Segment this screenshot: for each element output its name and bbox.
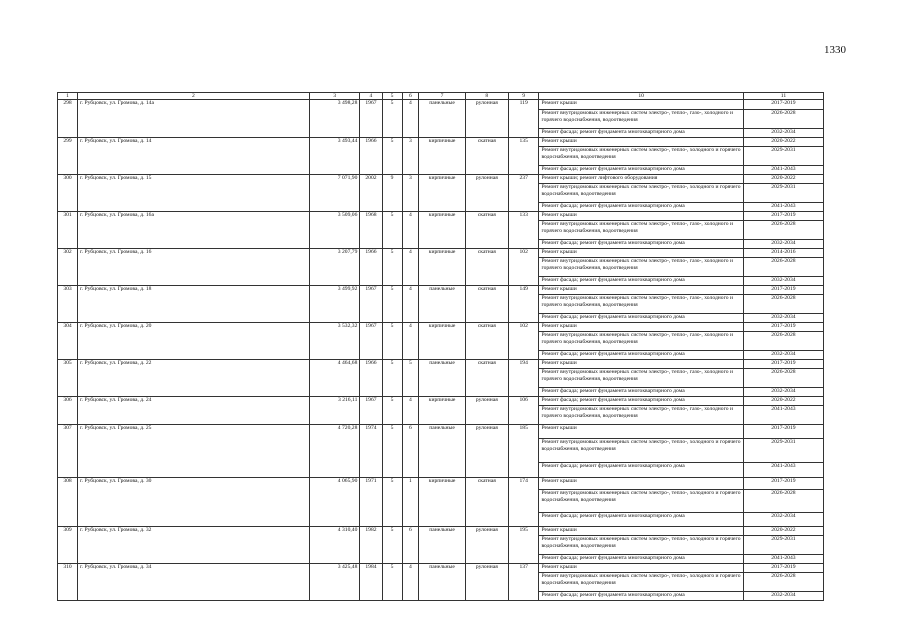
roof-type: рулонная: [465, 100, 508, 138]
building-area: 4 310,40: [309, 527, 360, 564]
column-number: 6: [402, 93, 419, 100]
work-description: Ремонт крыши: [539, 527, 743, 536]
work-description: Ремонт фасада; ремонт фундамента многоквартирного дома: [539, 129, 743, 138]
record-number: 301: [58, 212, 78, 249]
residents-count: 135: [508, 138, 539, 175]
work-description: Ремонт внутридомовых инженерных систем электро-, тепло-, холодного и горячего водоснабжения, водоотведения: [539, 184, 743, 203]
column-number: 5: [382, 93, 402, 100]
work-description: Ремонт фасада; ремонт фундамента многоквартирного дома: [539, 513, 743, 527]
year-built: 1967: [360, 323, 382, 360]
year-built: 1974: [360, 425, 382, 478]
year-built: 1967: [360, 100, 382, 138]
residents-count: 194: [508, 360, 539, 397]
floors-count: 5: [382, 425, 402, 478]
work-description: Ремонт внутридомовых инженерных систем электро-, тепло-, холодного и горячего водоснабжения, водоотведения: [539, 536, 743, 555]
work-period: 2017-2019: [743, 425, 823, 439]
building-address: г. Рубцовск, ул. Громова, д. 15: [78, 175, 310, 212]
work-description: Ремонт фасада; ремонт фундамента многоквартирного дома: [539, 388, 743, 397]
entrances-count: 3: [402, 138, 419, 175]
table-row: [58, 138, 824, 147]
table-row: [58, 397, 824, 406]
building-address: г. Рубцовск, ул. Громова, д. 32: [78, 527, 310, 564]
building-address: г. Рубцовск, ул. Громова, д. 24: [78, 397, 310, 425]
work-period: 2020-2022: [743, 527, 823, 536]
work-description: Ремонт крыши: [539, 478, 743, 490]
work-period: 2029-2031: [743, 439, 823, 463]
building-area: 7 071,90: [309, 175, 360, 212]
wall-material: панельные: [419, 564, 465, 601]
wall-material: кирпичные: [419, 175, 465, 212]
work-period: 2041-2043: [743, 463, 823, 478]
work-description: Ремонт внутридомовых инженерных систем электро-, тепло-, газо-, холодного и горячего водоснабжения, водоотведения: [539, 406, 743, 425]
work-period: 2026-2028: [743, 221, 823, 240]
building-address: г. Рубцовск, ул. Громова, д. 22: [78, 360, 310, 397]
work-description: Ремонт внутридомовых инженерных систем электро-, тепло-, газо-, холодного и горячего водоснабжения, водоотведения: [539, 221, 743, 240]
wall-material: кирпичные: [419, 478, 465, 527]
work-period: 2032-2034: [743, 351, 823, 360]
work-period: 2032-2034: [743, 388, 823, 397]
work-period: 2026-2028: [743, 295, 823, 314]
building-area: 3 207,79: [309, 249, 360, 286]
work-period: 2026-2028: [743, 369, 823, 388]
roof-type: рулонная: [465, 175, 508, 212]
roof-type: скатная: [465, 478, 508, 527]
residents-count: 102: [508, 323, 539, 360]
work-period: 2017-2019: [743, 286, 823, 295]
column-number: 10: [539, 93, 743, 100]
year-built: 2002: [360, 175, 382, 212]
work-period: 2026-2028: [743, 490, 823, 513]
work-period: 2032-2034: [743, 129, 823, 138]
work-description: Ремонт крыши: [539, 100, 743, 110]
work-period: 2017-2019: [743, 478, 823, 490]
building-address: г. Рубцовск, ул. Громова, д. 16а: [78, 212, 310, 249]
building-area: 3 216,11: [309, 397, 360, 425]
floors-count: 9: [382, 175, 402, 212]
work-description: Ремонт внутридомовых инженерных систем электро-, тепло-, холодного и горячего водоснабжения, водоотведения: [539, 147, 743, 166]
work-description: Ремонт фасада; ремонт фундамента многоквартирного дома: [539, 555, 743, 564]
floors-count: 5: [382, 397, 402, 425]
roof-type: скатная: [465, 249, 508, 286]
building-area: 3 509,06: [309, 212, 360, 249]
floors-count: 5: [382, 323, 402, 360]
work-description: Ремонт фасада; ремонт фундамента многоквартирного дома: [539, 203, 743, 212]
floors-count: 5: [382, 138, 402, 175]
table-row: [58, 286, 824, 295]
residents-count: 174: [508, 478, 539, 527]
residents-count: 149: [508, 286, 539, 323]
wall-material: панельные: [419, 425, 465, 478]
column-number: 2: [78, 93, 310, 100]
year-built: 1971: [360, 478, 382, 527]
entrances-count: 6: [402, 425, 419, 478]
page-number: 1330: [824, 44, 846, 56]
wall-material: панельные: [419, 286, 465, 323]
work-description: Ремонт фасада; ремонт фундамента многоквартирного дома: [539, 277, 743, 286]
work-description: Ремонт фасада; ремонт фундамента многоквартирного дома: [539, 463, 743, 478]
work-description: Ремонт внутридомовых инженерных систем электро-, тепло-, холодного и горячего водоснабжения, водоотведения: [539, 573, 743, 592]
table-row: [58, 425, 824, 439]
work-period: 2020-2022: [743, 138, 823, 147]
entrances-count: 4: [402, 100, 419, 138]
work-description: Ремонт фасада; ремонт фундамента многоквартирного дома: [539, 240, 743, 249]
building-address: г. Рубцовск, ул. Громова, д. 20: [78, 323, 310, 360]
work-period: 2017-2019: [743, 212, 823, 221]
column-number: 1: [58, 93, 78, 100]
residents-count: 119: [508, 100, 539, 138]
work-period: 2041-2043: [743, 203, 823, 212]
work-period: 2026-2028: [743, 258, 823, 277]
building-area: 3 425,48: [309, 564, 360, 601]
wall-material: панельные: [419, 100, 465, 138]
table-row: [58, 564, 824, 573]
work-description: Ремонт внутридомовых инженерных систем электро-, тепло-, холодного и горячего водоснабжения, водоотведения: [539, 490, 743, 513]
floors-count: 5: [382, 527, 402, 564]
roof-type: скатная: [465, 138, 508, 175]
entrances-count: 4: [402, 397, 419, 425]
building-address: г. Рубцовск, ул. Громова, д. 34: [78, 564, 310, 601]
record-number: 307: [58, 425, 78, 478]
record-number: 302: [58, 249, 78, 286]
work-period: 2020-2022: [743, 397, 823, 406]
wall-material: панельные: [419, 360, 465, 397]
entrances-count: 4: [402, 286, 419, 323]
roof-type: скатная: [465, 360, 508, 397]
year-built: 1966: [360, 249, 382, 286]
building-address: г. Рубцовск, ул. Громова, д. 14: [78, 138, 310, 175]
building-area: 3 498,28: [309, 100, 360, 138]
year-built: 1967: [360, 397, 382, 425]
column-number: 11: [743, 93, 823, 100]
entrances-count: 4: [402, 323, 419, 360]
year-built: 1982: [360, 527, 382, 564]
building-area: 4 720,28: [309, 425, 360, 478]
building-area: 3 499,92: [309, 286, 360, 323]
residents-count: 102: [508, 249, 539, 286]
floors-count: 5: [382, 286, 402, 323]
roof-type: рулонная: [465, 527, 508, 564]
work-period: 2032-2034: [743, 592, 823, 601]
work-period: 2026-2028: [743, 332, 823, 351]
year-built: 1966: [360, 138, 382, 175]
entrances-count: 4: [402, 249, 419, 286]
work-description: Ремонт крыши; ремонт лифтового оборудования: [539, 175, 743, 184]
year-built: 1966: [360, 360, 382, 397]
table-row: [58, 212, 824, 221]
work-description: Ремонт фасада; ремонт фундамента многоквартирного дома: [539, 166, 743, 175]
work-description: Ремонт внутридомовых инженерных систем электро-, тепло-, газо-, холодного и горячего водоснабжения, водоотведения: [539, 110, 743, 129]
table-row: [58, 478, 824, 490]
table-row: [58, 360, 824, 369]
building-address: г. Рубцовск, ул. Громова, д. 30: [78, 478, 310, 527]
work-period: 2014-2016: [743, 249, 823, 258]
work-period: 2032-2034: [743, 277, 823, 286]
work-description: Ремонт крыши: [539, 360, 743, 369]
building-address: г. Рубцовск, ул. Громова, д. 18: [78, 286, 310, 323]
wall-material: кирпичные: [419, 323, 465, 360]
work-description: Ремонт фасада; ремонт фундамента многоквартирного дома: [539, 314, 743, 323]
floors-count: 5: [382, 212, 402, 249]
entrances-count: 3: [402, 175, 419, 212]
building-address: г. Рубцовск, ул. Громова, д. 25: [78, 425, 310, 478]
work-period: 2029-2031: [743, 147, 823, 166]
work-description: Ремонт крыши: [539, 564, 743, 573]
table-row: [58, 175, 824, 184]
record-number: 305: [58, 360, 78, 397]
column-number: 7: [419, 93, 465, 100]
entrances-count: 4: [402, 212, 419, 249]
residents-count: 137: [508, 564, 539, 601]
column-number: 9: [508, 93, 539, 100]
year-built: 1984: [360, 564, 382, 601]
work-period: 2041-2043: [743, 406, 823, 425]
work-description: Ремонт крыши: [539, 212, 743, 221]
entrances-count: 1: [402, 478, 419, 527]
work-description: Ремонт крыши: [539, 425, 743, 439]
work-period: 2041-2043: [743, 166, 823, 175]
record-number: 308: [58, 478, 78, 527]
work-description: Ремонт внутридомовых инженерных систем электро-, тепло-, газо-, холодного и горячего водоснабжения, водоотведения: [539, 369, 743, 388]
work-period: 2032-2034: [743, 314, 823, 323]
work-period: 2026-2028: [743, 573, 823, 592]
column-number: 4: [360, 93, 382, 100]
column-number: 8: [465, 93, 508, 100]
residents-count: 237: [508, 175, 539, 212]
work-period: 2017-2019: [743, 564, 823, 573]
work-period: 2029-2031: [743, 184, 823, 203]
wall-material: панельные: [419, 527, 465, 564]
work-period: 2017-2019: [743, 323, 823, 332]
roof-type: скатная: [465, 286, 508, 323]
building-area: 3 532,32: [309, 323, 360, 360]
residents-count: 106: [508, 397, 539, 425]
roof-type: рулонная: [465, 564, 508, 601]
table-row: [58, 249, 824, 258]
year-built: 1968: [360, 212, 382, 249]
work-period: 2032-2034: [743, 240, 823, 249]
work-description: Ремонт крыши: [539, 249, 743, 258]
work-period: 2017-2019: [743, 360, 823, 369]
work-description: Ремонт фасада; ремонт фундамента многоквартирного дома: [539, 397, 743, 406]
floors-count: 5: [382, 360, 402, 397]
record-number: 309: [58, 527, 78, 564]
building-address: г. Рубцовск, ул. Громова, д. 16: [78, 249, 310, 286]
building-area: 4 464,68: [309, 360, 360, 397]
roof-type: рулонная: [465, 397, 508, 425]
floors-count: 5: [382, 564, 402, 601]
entrances-count: 4: [402, 564, 419, 601]
work-description: Ремонт внутридомовых инженерных систем электро-, тепло-, газо-, холодного и горячего водоснабжения, водоотведения: [539, 295, 743, 314]
wall-material: кирпичные: [419, 249, 465, 286]
work-period: 2017-2019: [743, 100, 823, 110]
residents-count: 195: [508, 527, 539, 564]
record-number: 306: [58, 397, 78, 425]
building-area: 4 065,90: [309, 478, 360, 527]
work-period: 2032-2034: [743, 513, 823, 527]
wall-material: кирпичные: [419, 397, 465, 425]
work-description: Ремонт крыши: [539, 323, 743, 332]
work-period: 2029-2031: [743, 536, 823, 555]
record-number: 300: [58, 175, 78, 212]
roof-type: рулонная: [465, 425, 508, 478]
roof-type: скатная: [465, 212, 508, 249]
work-period: 2026-2028: [743, 110, 823, 129]
work-period: 2041-2043: [743, 555, 823, 564]
column-number: 3: [309, 93, 360, 100]
repair-schedule-table: [57, 92, 824, 601]
work-description: Ремонт внутридомовых инженерных систем электро-, тепло-, газо-, холодного и горячего водоснабжения, водоотведения: [539, 332, 743, 351]
residents-count: 185: [508, 425, 539, 478]
table-row: [58, 100, 824, 110]
floors-count: 5: [382, 478, 402, 527]
wall-material: кирпичные: [419, 138, 465, 175]
building-area: 3 493,44: [309, 138, 360, 175]
table-row: [58, 527, 824, 536]
work-description: Ремонт внутридомовых инженерных систем электро-, тепло-, холодного и горячего водоснабжения, водоотведения: [539, 439, 743, 463]
record-number: 298: [58, 100, 78, 138]
work-description: Ремонт фасада; ремонт фундамента многоквартирного дома: [539, 592, 743, 601]
roof-type: скатная: [465, 323, 508, 360]
floors-count: 5: [382, 249, 402, 286]
record-number: 303: [58, 286, 78, 323]
work-period: 2020-2022: [743, 175, 823, 184]
year-built: 1967: [360, 286, 382, 323]
work-description: Ремонт крыши: [539, 138, 743, 147]
entrances-count: 6: [402, 527, 419, 564]
record-number: 304: [58, 323, 78, 360]
floors-count: 5: [382, 100, 402, 138]
building-address: г. Рубцовск, ул. Громова, д. 14а: [78, 100, 310, 138]
record-number: 310: [58, 564, 78, 601]
wall-material: кирпичные: [419, 212, 465, 249]
column-number-row: [58, 93, 824, 100]
record-number: 299: [58, 138, 78, 175]
table-row: [58, 323, 824, 332]
table-body: [58, 93, 824, 601]
entrances-count: 5: [402, 360, 419, 397]
work-description: Ремонт крыши: [539, 286, 743, 295]
work-description: Ремонт внутридомовых инженерных систем электро-, тепло-, газо-, холодного и горячего водоснабжения, водоотведения: [539, 258, 743, 277]
residents-count: 133: [508, 212, 539, 249]
work-description: Ремонт фасада; ремонт фундамента многоквартирного дома: [539, 351, 743, 360]
